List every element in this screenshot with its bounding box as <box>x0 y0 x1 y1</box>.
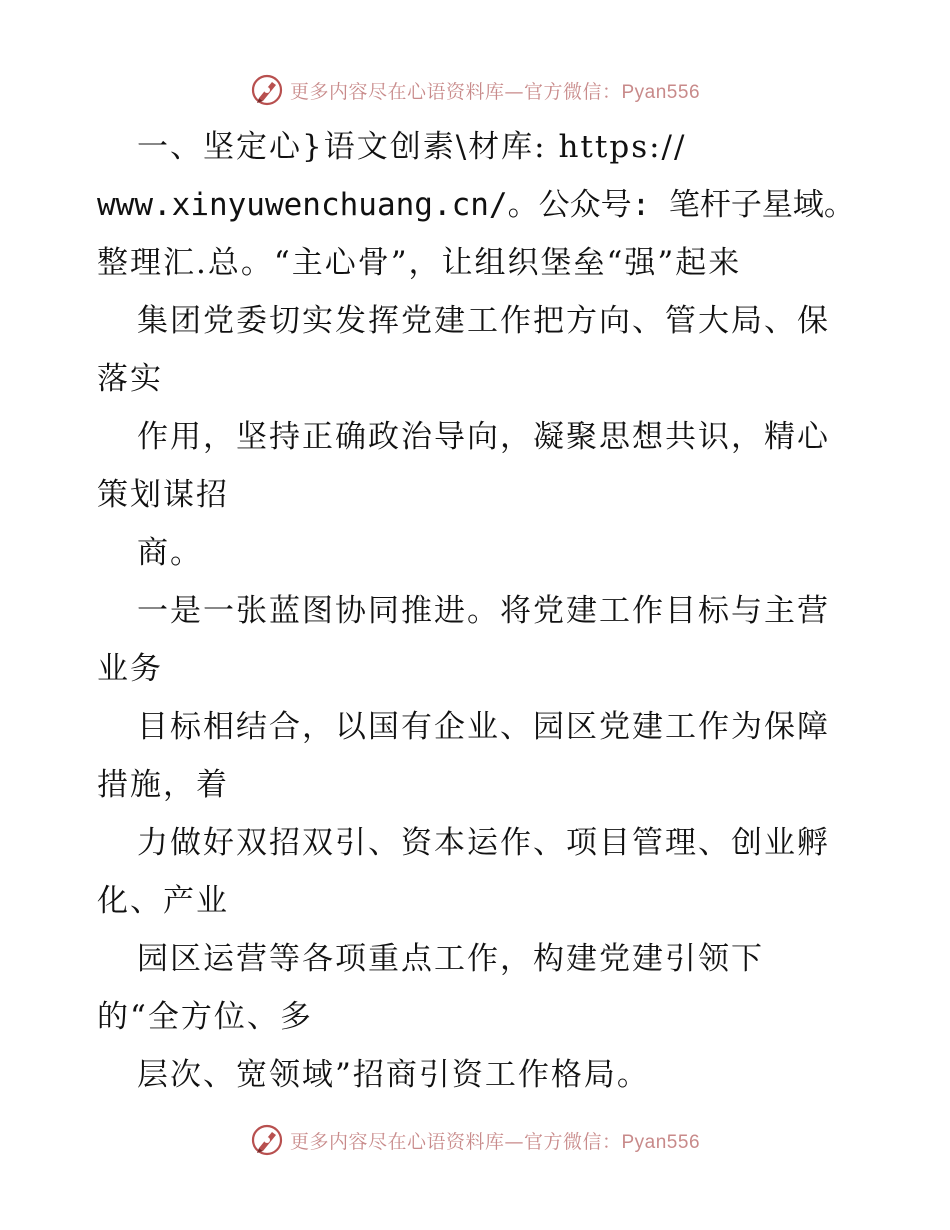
paragraph-line: 一是一张蓝图协同推进。将党建工作目标与主营 <box>137 593 830 629</box>
paragraph-line: 商。 <box>137 535 203 571</box>
paragraph-line: 作用，坚持正确政治导向，凝聚思想共识，精心 <box>137 419 830 455</box>
paragraph-line: 的“全方位、多 <box>97 999 313 1035</box>
paragraph-line: 措施，着 <box>97 767 229 803</box>
footer-banner-content <box>250 1123 700 1157</box>
pen-logo-icon <box>250 73 284 107</box>
header-banner <box>0 70 950 110</box>
paragraph-line: 化、产业 <box>97 883 229 919</box>
header-banner-content <box>250 73 700 107</box>
pen-logo-icon <box>250 1123 284 1157</box>
paragraph-line: 力做好双招双引、资本运作、项目管理、创业孵 <box>137 825 830 861</box>
paragraph-line: www.xinyuwenchuang.cn/。公众号: 笔杆子星域。 <box>97 187 855 223</box>
paragraph-line: 落实 <box>97 361 163 397</box>
footer-banner-handle: Pyan556 <box>621 1131 701 1153</box>
paragraph-line: 层次、宽领域”招商引资工作格局。 <box>137 1057 650 1093</box>
header-banner-handle: Pyan556 <box>621 81 701 103</box>
footer-banner-text: 更多内容尽在心语资料库—官方微信：Pyan556 <box>289 1130 701 1153</box>
footer-banner <box>0 1120 950 1160</box>
paragraph-line: 集团党委切实发挥党建工作把方向、管大局、保 <box>137 303 830 339</box>
paragraph-line: 目标相结合，以国有企业、园区党建工作为保障 <box>137 709 830 745</box>
paragraph-line: 策划谋招 <box>97 477 229 513</box>
paragraph-line: 业务 <box>97 651 163 687</box>
document-body <box>97 118 857 1104</box>
paragraph-line: 园区运营等各项重点工作，构建党建引领下 <box>137 941 764 977</box>
paragraph-line: 一、坚定心}语文创素\材库: https:// <box>137 129 687 165</box>
header-banner-text: 更多内容尽在心语资料库—官方微信：Pyan556 <box>289 80 701 103</box>
paragraph-line: 整理汇.总。“主心骨”，让组织堡垒“强”起来 <box>97 245 742 281</box>
